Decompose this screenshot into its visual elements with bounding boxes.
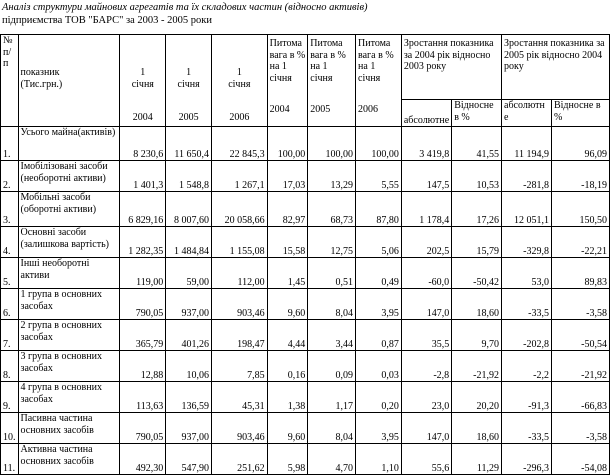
cell-abs1: -60,0 <box>401 258 451 289</box>
header-growth-2004: Зростання показника за 2004 рік відносно 2003 року <box>401 35 501 100</box>
cell-rel2: -18,19 <box>551 161 609 192</box>
cell-s2004: 100,00 <box>267 127 308 161</box>
cell-rel2: 96,09 <box>551 127 609 161</box>
cell-s2004: 5,98 <box>267 444 308 475</box>
cell-s2004: 15,58 <box>267 227 308 258</box>
cell-v2005: 401,26 <box>166 320 212 351</box>
cell-abs2: -2,2 <box>502 351 552 382</box>
table-row <box>1 320 610 351</box>
row-label: Імобілізовані засоби (необоротні активи) <box>18 161 120 192</box>
table-row <box>1 289 610 320</box>
cell-abs2: 12 051,1 <box>502 192 552 227</box>
cell-s2005: 13,29 <box>308 161 356 192</box>
cell-s2004: 1,45 <box>267 258 308 289</box>
cell-abs1: 23,0 <box>401 382 451 413</box>
cell-s2004: 0,16 <box>267 351 308 382</box>
cell-rel2: -3,58 <box>551 413 609 444</box>
row-label: Інші необоротні активи <box>18 258 120 289</box>
cell-abs2: -202,8 <box>502 320 552 351</box>
cell-s2005: 0,51 <box>308 258 356 289</box>
cell-v2006: 112,00 <box>212 258 268 289</box>
cell-rel2: -21,92 <box>551 351 609 382</box>
row-number: 2. <box>1 161 19 192</box>
cell-s2006: 5,55 <box>356 161 402 192</box>
cell-abs2: -33,5 <box>502 289 552 320</box>
cell-v2005: 937,00 <box>166 413 212 444</box>
cell-rel1: 17,26 <box>452 192 502 227</box>
cell-v2006: 22 845,3 <box>212 127 268 161</box>
cell-abs2: -91,3 <box>502 382 552 413</box>
row-label: Активна частина основних засобів <box>18 444 120 475</box>
cell-v2006: 7,85 <box>212 351 268 382</box>
cell-v2006: 45,31 <box>212 382 268 413</box>
cell-v2004: 492,30 <box>120 444 166 475</box>
cell-s2006: 0,49 <box>356 258 402 289</box>
cell-v2004: 113,63 <box>120 382 166 413</box>
row-number: 5. <box>1 258 19 289</box>
table-title: Аналіз структури майнових агрегатів та їх складових частин (відносно активів) <box>2 2 368 13</box>
cell-s2006: 100,00 <box>356 127 402 161</box>
header-jan1-2004: 1 січня 2004 <box>120 35 166 127</box>
cell-rel1: -21,92 <box>452 351 502 382</box>
cell-abs2: -33,5 <box>502 413 552 444</box>
header-share-2004: Питома вага в % на 1 січня 2004 <box>267 35 308 127</box>
table-row <box>1 413 610 444</box>
cell-rel2: -3,58 <box>551 289 609 320</box>
row-label: Усього майна(активів) <box>18 127 120 161</box>
row-number: 9. <box>1 382 19 413</box>
cell-s2004: 9,60 <box>267 289 308 320</box>
cell-rel2: 150,50 <box>551 192 609 227</box>
table-row <box>1 227 610 258</box>
table-row <box>1 161 610 192</box>
row-label: 2 група в основних засобах <box>18 320 120 351</box>
table-row <box>1 127 610 161</box>
cell-v2006: 198,47 <box>212 320 268 351</box>
cell-s2005: 100,00 <box>308 127 356 161</box>
cell-rel2: 89,83 <box>551 258 609 289</box>
table-row <box>1 258 610 289</box>
cell-v2006: 1 267,1 <box>212 161 268 192</box>
cell-v2005: 1 548,8 <box>166 161 212 192</box>
table-subtitle: підприємства ТОВ "БАРС" за 2003 - 2005 роки <box>2 15 213 26</box>
row-number: 7. <box>1 320 19 351</box>
row-label: 3 група в основних засобах <box>18 351 120 382</box>
row-number: 4. <box>1 227 19 258</box>
cell-rel1: 41,55 <box>452 127 502 161</box>
cell-rel2: -22,21 <box>551 227 609 258</box>
cell-abs1: 147,5 <box>401 161 451 192</box>
cell-abs1: 147,0 <box>401 413 451 444</box>
header-no: № п/ п <box>1 35 19 127</box>
table-row <box>1 192 610 227</box>
cell-s2004: 82,97 <box>267 192 308 227</box>
cell-rel1: 10,53 <box>452 161 502 192</box>
cell-rel1: -50,42 <box>452 258 502 289</box>
row-number: 3. <box>1 192 19 227</box>
cell-rel2: -50,54 <box>551 320 609 351</box>
cell-s2006: 87,80 <box>356 192 402 227</box>
cell-s2004: 4,44 <box>267 320 308 351</box>
cell-v2005: 8 007,60 <box>166 192 212 227</box>
header-growth-2005: Зростання показника за 2005 рік відносно 2004 року <box>502 35 610 100</box>
cell-v2004: 1 401,3 <box>120 161 166 192</box>
cell-v2005: 59,00 <box>166 258 212 289</box>
cell-abs2: -296,3 <box>502 444 552 475</box>
cell-s2005: 12,75 <box>308 227 356 258</box>
cell-v2004: 790,05 <box>120 413 166 444</box>
cell-abs1: 202,5 <box>401 227 451 258</box>
cell-s2005: 3,44 <box>308 320 356 351</box>
cell-s2006: 0,87 <box>356 320 402 351</box>
header-relative-2005: Відносне в % <box>551 100 609 127</box>
cell-v2005: 136,59 <box>166 382 212 413</box>
header-relative-2004: Відносне в % <box>452 100 502 127</box>
header-jan1-2005: 1 січня 2005 <box>166 35 212 127</box>
cell-rel1: 18,60 <box>452 289 502 320</box>
cell-s2004: 17,03 <box>267 161 308 192</box>
cell-s2006: 3,95 <box>356 413 402 444</box>
cell-v2005: 10,06 <box>166 351 212 382</box>
cell-rel1: 20,20 <box>452 382 502 413</box>
cell-rel2: -66,83 <box>551 382 609 413</box>
cell-s2006: 1,10 <box>356 444 402 475</box>
header-share-2005: Питома вага в % на 1 січня 2005 <box>308 35 356 127</box>
cell-abs1: 35,5 <box>401 320 451 351</box>
cell-abs1: 147,0 <box>401 289 451 320</box>
cell-v2006: 1 155,08 <box>212 227 268 258</box>
cell-abs1: 3 419,8 <box>401 127 451 161</box>
row-number: 6. <box>1 289 19 320</box>
cell-v2006: 20 058,66 <box>212 192 268 227</box>
cell-s2006: 5,06 <box>356 227 402 258</box>
cell-s2005: 0,09 <box>308 351 356 382</box>
cell-s2005: 8,04 <box>308 413 356 444</box>
cell-abs2: -329,8 <box>502 227 552 258</box>
cell-s2005: 4,70 <box>308 444 356 475</box>
cell-abs2: -281,8 <box>502 161 552 192</box>
cell-rel1: 11,29 <box>452 444 502 475</box>
cell-v2004: 12,88 <box>120 351 166 382</box>
cell-v2005: 547,90 <box>166 444 212 475</box>
cell-s2005: 1,17 <box>308 382 356 413</box>
cell-s2005: 68,73 <box>308 192 356 227</box>
cell-s2006: 0,03 <box>356 351 402 382</box>
row-label: 1 група в основних засобах <box>18 289 120 320</box>
table-row <box>1 351 610 382</box>
cell-v2005: 11 650,4 <box>166 127 212 161</box>
cell-v2004: 1 282,35 <box>120 227 166 258</box>
cell-v2006: 903,46 <box>212 413 268 444</box>
cell-s2004: 1,38 <box>267 382 308 413</box>
cell-v2004: 8 230,6 <box>120 127 166 161</box>
header-absolute-2005: абсолютн е <box>502 100 552 127</box>
cell-abs1: 55,6 <box>401 444 451 475</box>
cell-v2005: 937,00 <box>166 289 212 320</box>
table-row <box>1 444 610 475</box>
cell-s2004: 9,60 <box>267 413 308 444</box>
header-jan1-2006: 1 січня 2006 <box>212 35 268 127</box>
row-number: 1. <box>1 127 19 161</box>
cell-abs2: 53,0 <box>502 258 552 289</box>
asset-structure-table <box>0 34 610 475</box>
cell-rel1: 18,60 <box>452 413 502 444</box>
row-number: 11. <box>1 444 19 475</box>
cell-v2004: 790,05 <box>120 289 166 320</box>
row-label: Основні засоби (залишкова вартість) <box>18 227 120 258</box>
row-label: Мобільні засоби (оборотні активи) <box>18 192 120 227</box>
cell-abs1: 1 178,4 <box>401 192 451 227</box>
cell-s2005: 8,04 <box>308 289 356 320</box>
cell-rel2: -54,08 <box>551 444 609 475</box>
cell-rel1: 9,70 <box>452 320 502 351</box>
row-number: 10. <box>1 413 19 444</box>
cell-v2005: 1 484,84 <box>166 227 212 258</box>
cell-abs1: -2,8 <box>401 351 451 382</box>
cell-v2006: 903,46 <box>212 289 268 320</box>
cell-abs2: 11 194,9 <box>502 127 552 161</box>
row-number: 8. <box>1 351 19 382</box>
cell-v2004: 365,79 <box>120 320 166 351</box>
header-indicator: показник (Тис.грн.) <box>18 35 120 127</box>
row-label: 4 група в основних засобах <box>18 382 120 413</box>
table-row <box>1 382 610 413</box>
cell-v2006: 251,62 <box>212 444 268 475</box>
cell-s2006: 3,95 <box>356 289 402 320</box>
cell-v2004: 119,00 <box>120 258 166 289</box>
cell-rel1: 15,79 <box>452 227 502 258</box>
header-absolute-2004: абсолютне <box>401 100 451 127</box>
header-share-2006: Питома вага в % на 1 січня 2006 <box>356 35 402 127</box>
row-label: Пасивна частина основних засобів <box>18 413 120 444</box>
cell-v2004: 6 829,16 <box>120 192 166 227</box>
cell-s2006: 0,20 <box>356 382 402 413</box>
